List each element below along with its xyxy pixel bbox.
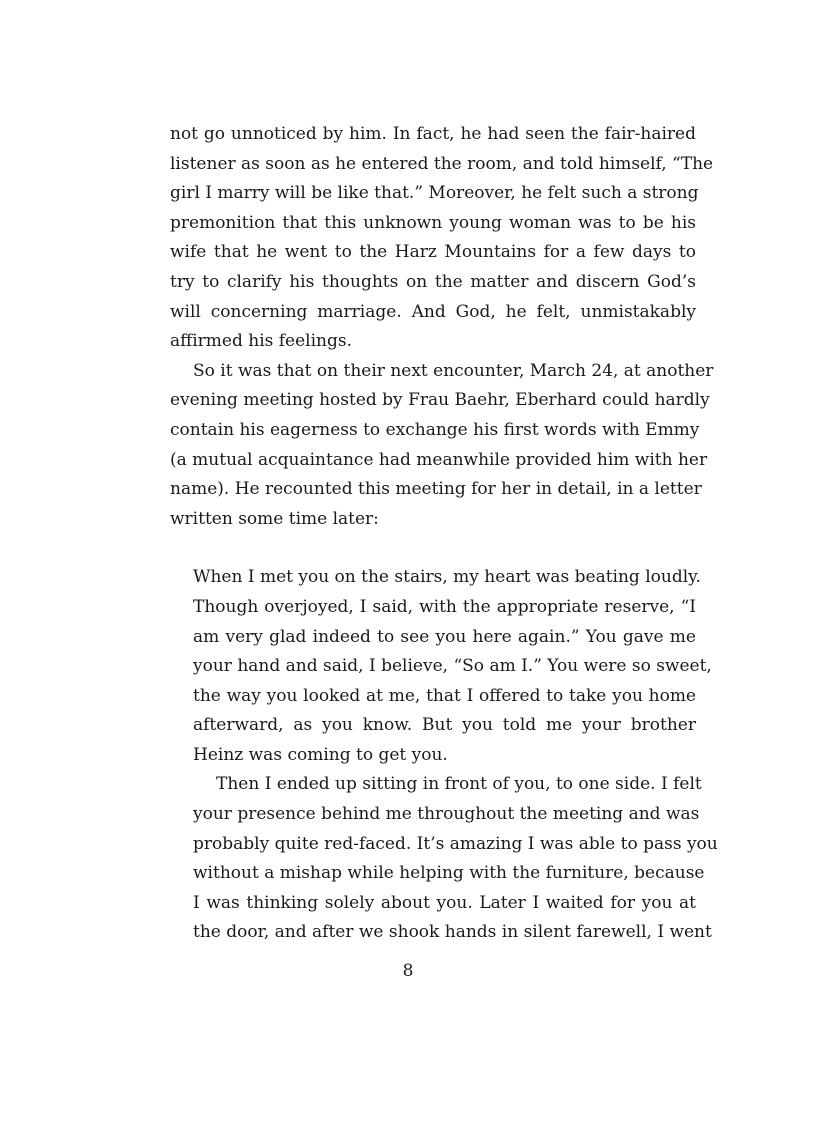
quote-line: I was thinking solely about you. Later I waited for you at — [193, 892, 696, 913]
block-quote — [193, 563, 718, 948]
quote-line: Though overjoyed, I said, with the appropriate reserve, “I — [193, 596, 696, 617]
text-line: evening meeting hosted by Frau Baehr, Eberhard could hardly — [170, 390, 710, 411]
text-line: girl I marry will be like that.” Moreover, he felt such a strong — [170, 183, 699, 204]
quote-line: your presence behind me throughout the meeting and was — [193, 804, 700, 825]
text-line: name). He recounted this meeting for her in detail, in a letter — [170, 479, 702, 500]
text-line: premonition that this unknown young woman was to be his — [170, 212, 696, 233]
paragraph-2 — [170, 357, 714, 535]
text-line: will concerning marriage. And God, he felt, unmistakably — [170, 301, 696, 322]
quote-line: the way you looked at me, that I offered to take you home — [193, 685, 696, 706]
text-line: written some time later: — [170, 508, 379, 529]
text-line: listener as soon as he entered the room, and told himself, “The — [170, 153, 714, 174]
page-number: 8 — [402, 961, 414, 981]
text-line: (a mutual acquaintance had meanwhile provided him with her — [170, 449, 708, 470]
quote-line: Then I ended up sitting in front of you, to one side. I felt — [216, 774, 702, 795]
quote-paragraph-2 — [193, 770, 718, 948]
quote-line: afterward, as you know. But you told me your brother — [193, 715, 696, 736]
quote-line: without a mishap while helping with the furniture, because — [193, 863, 705, 884]
quote-paragraph-1 — [193, 563, 712, 770]
text-line: contain his eagerness to exchange his first words with Emmy — [170, 419, 700, 440]
text-line: try to clarify his thoughts on the matter and discern God’s — [170, 271, 696, 292]
text-line: So it was that on their next encounter, March 24, at another — [193, 360, 714, 381]
quote-line: probably quite red-faced. It’s amazing I was able to pass you — [193, 833, 718, 854]
quote-line: your hand and said, I believe, “So am I.” You were so sweet, — [193, 656, 712, 677]
quote-line: the door, and after we shook hands in silent farewell, I went — [193, 922, 712, 943]
text-line: not go unnoticed by him. In fact, he had seen the fair-haired — [170, 124, 696, 144]
quote-line: When I met you on the stairs, my heart was beating loudly. — [193, 567, 701, 588]
quote-line: Heinz was coming to get you. — [193, 744, 448, 765]
text-block — [170, 120, 718, 948]
text-line: affirmed his feelings. — [170, 331, 353, 352]
paragraph-1 — [170, 120, 714, 357]
text-line: wife that he went to the Harz Mountains for a few days to — [170, 242, 696, 263]
quote-line: am very glad indeed to see you here again.” You gave me — [193, 626, 696, 647]
